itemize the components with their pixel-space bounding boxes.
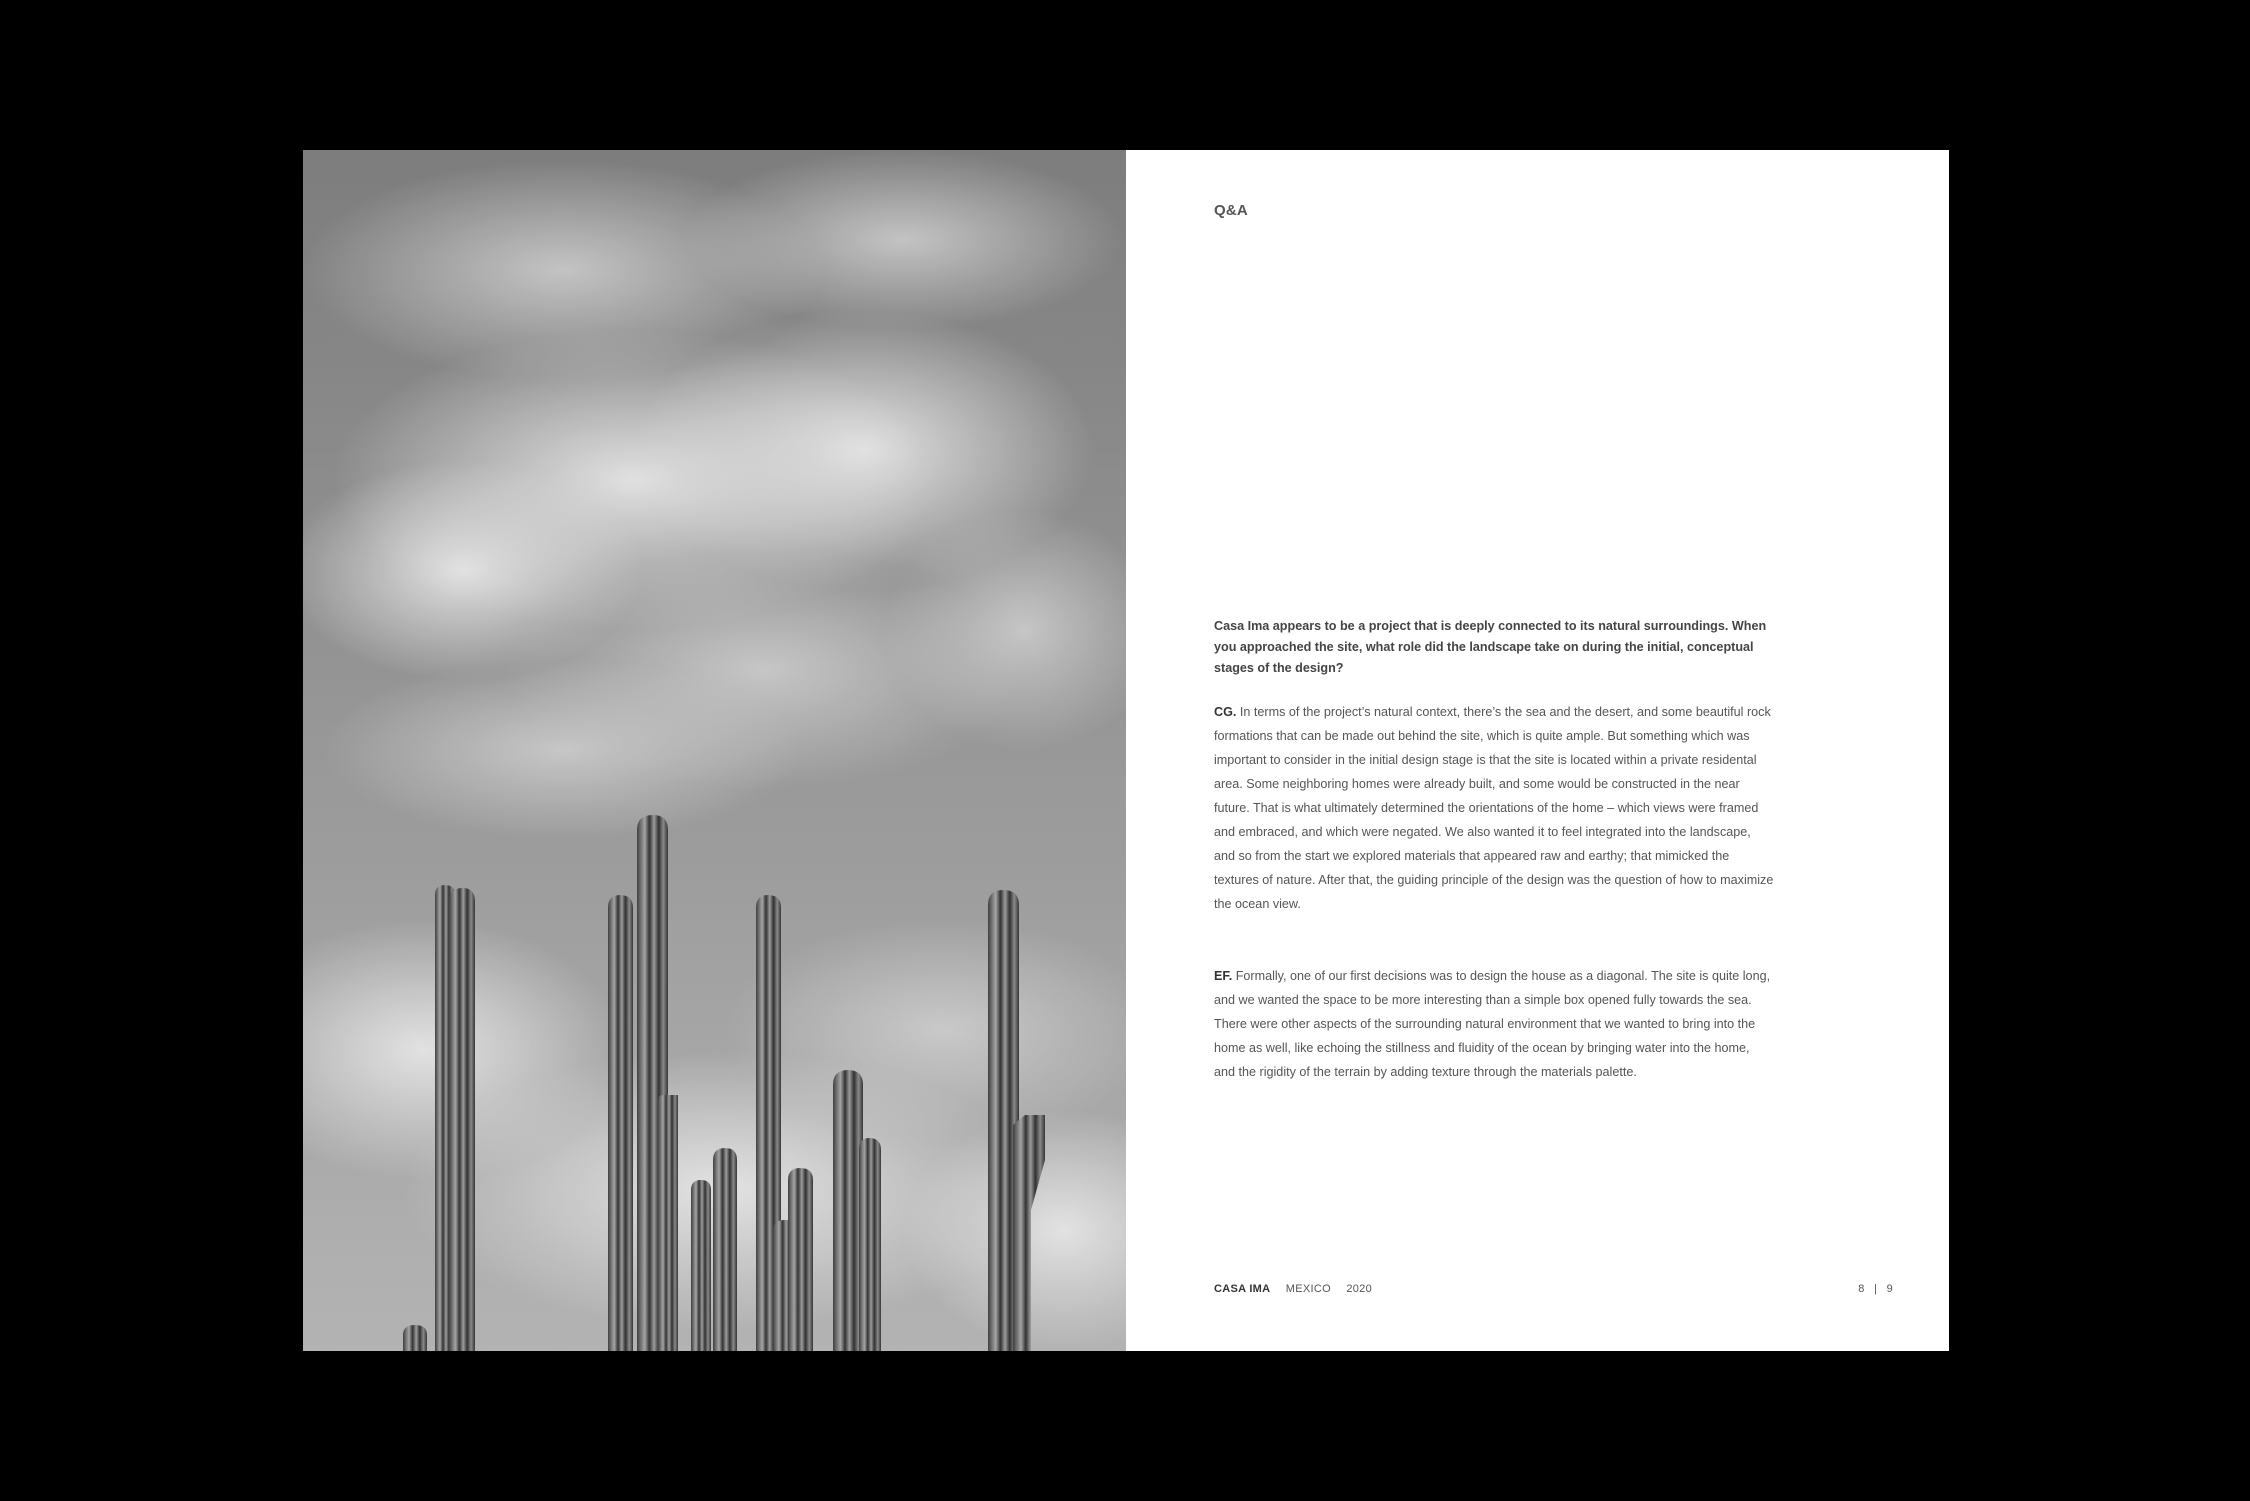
- interview-question: Casa Ima appears to be a project that is deeply connected to its natural surroundings. When you approached the site, what role did the landscape take on during the initial, conceptual stages of the design?: [1214, 619, 1767, 675]
- answer-text: In terms of the project’s natural context, there’s the sea and the desert, and some beautiful rock formations that can be made out behind the site, which is quite ample. But something which was important to consider in the initial design stage is that the site is located within a private residental area. Some neighboring homes were already built, and some would be constructed in the near future. That is what ultimately determined the orientations of the home – which views were framed and embraced, and which were negated. We also wanted it to feel integrated into the landscape, and so from the start we explored materials that appeared raw and earthy; that mimicked the textures of nature. After that, the guiding principle of the design was the question of how to maximize the ocean view.: [1214, 705, 1774, 911]
- page-footer: [1214, 1283, 1384, 1295]
- footer-project: CASA IMA: [1214, 1283, 1271, 1295]
- footer-year: 2020: [1346, 1283, 1372, 1295]
- speaker-initials: CG.: [1214, 705, 1237, 719]
- page-number-right: 9: [1886, 1283, 1893, 1295]
- speaker-initials: EF.: [1214, 969, 1233, 983]
- answer-paragraph: [1214, 964, 1774, 1084]
- answer-paragraph: [1214, 700, 1774, 916]
- footer-country: MEXICO: [1285, 1283, 1331, 1295]
- page-number-separator: |: [1874, 1283, 1878, 1295]
- page-numbers: [1858, 1283, 1893, 1295]
- cactus-photo: [303, 150, 1126, 1351]
- page-number-left: 8: [1858, 1283, 1865, 1295]
- text-page: [1126, 150, 1949, 1351]
- answer-text: Formally, one of our first decisions was to design the house as a diagonal. The site is quite long, and we wanted the space to be more interesting than a simple box opened fully towards the sea. There were other aspects of the surrounding natural environment that we wanted to bring into the home as well, like echoing the stillness and fluidity of the ocean by bringing water into the home, and the rigidity of the terrain by adding texture through the materials palette.: [1214, 969, 1771, 1079]
- cactus-photo-image: [303, 150, 1126, 1351]
- section-title: Q&A: [1214, 202, 1248, 219]
- magazine-spread: [303, 150, 1949, 1351]
